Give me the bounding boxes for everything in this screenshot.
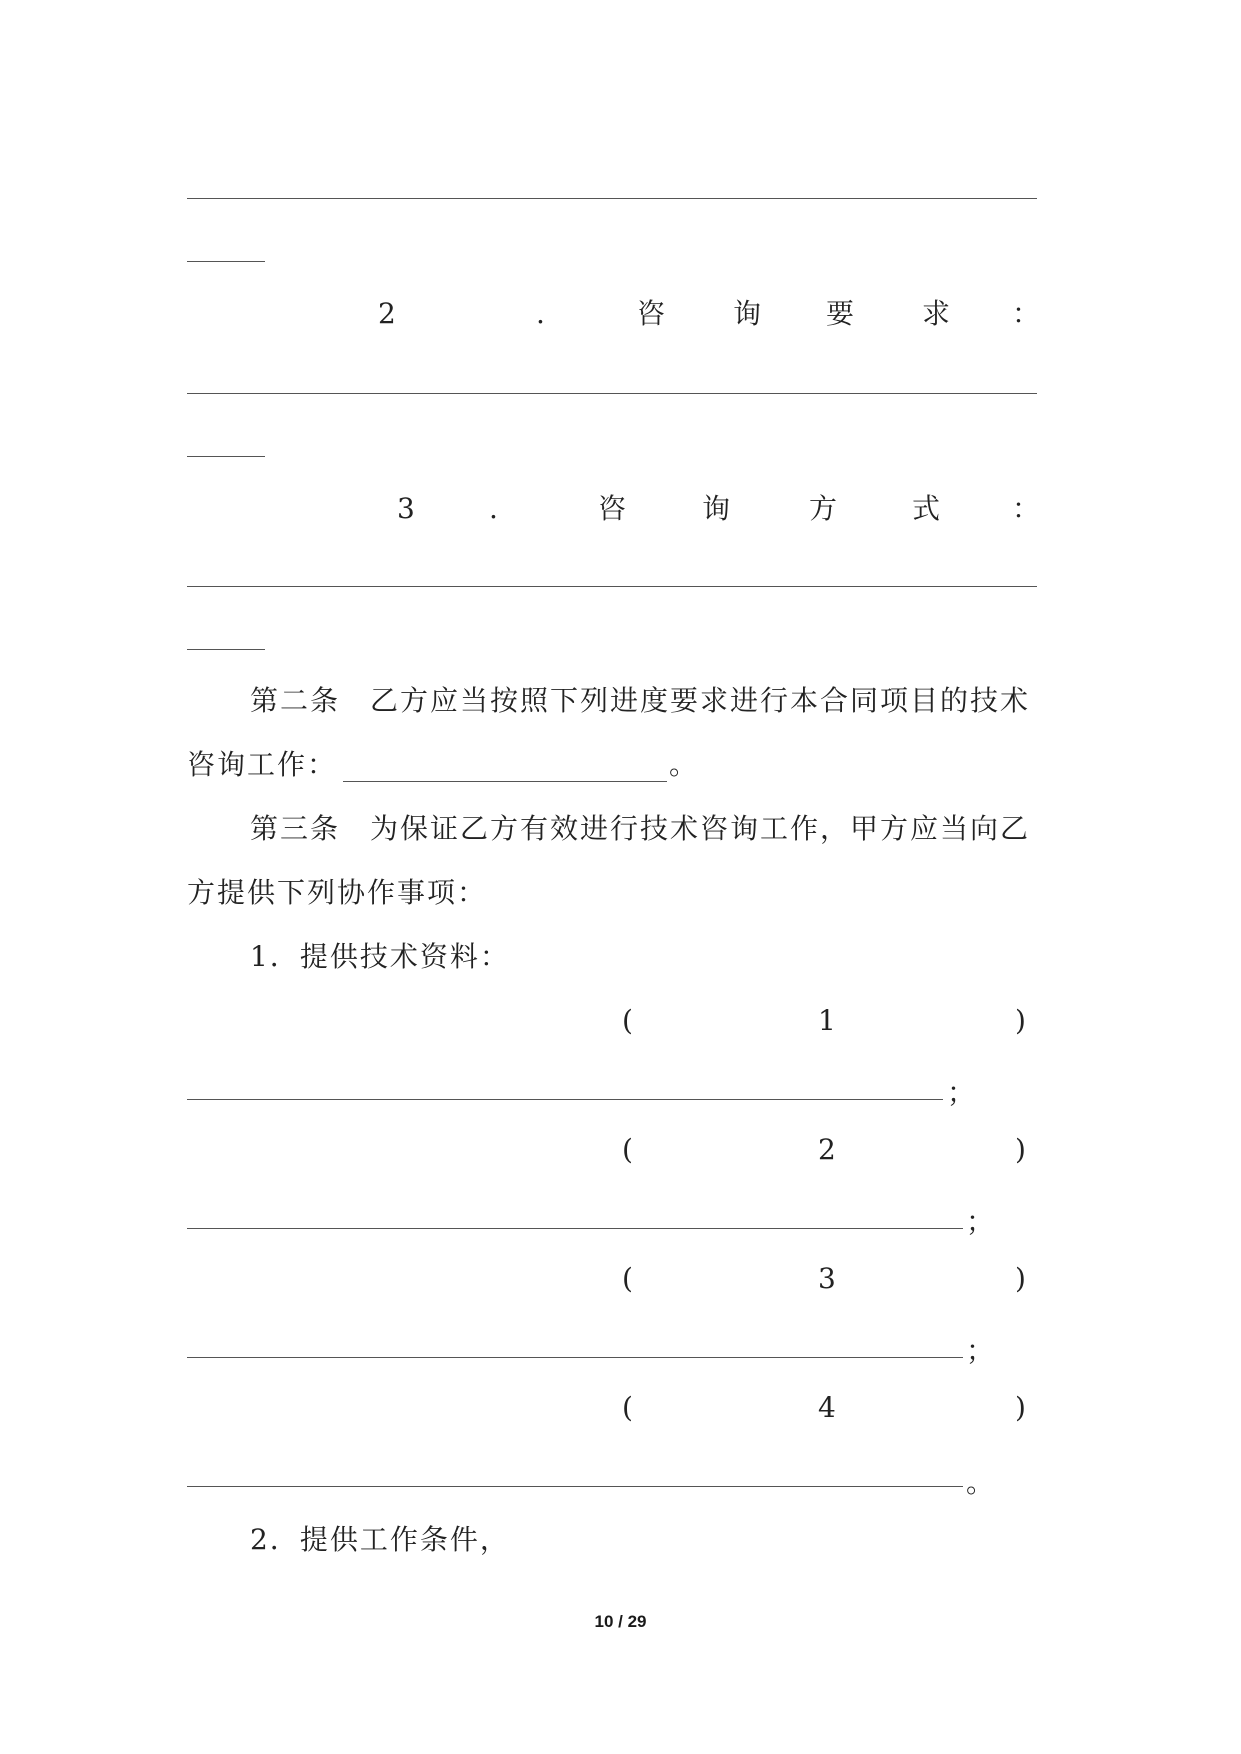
heading-item-3-char: 式 (912, 492, 941, 525)
fill-in-line-tail (187, 649, 265, 650)
sub-item-close-paren: ) (1015, 1262, 1026, 1295)
sub-item-number: 2 (818, 1133, 836, 1166)
fill-in-line-tail (187, 261, 265, 262)
article-2-line-2 (187, 748, 699, 782)
page-number: 10 / 29 (594, 1612, 647, 1631)
sub-item-open-paren: ( (622, 1262, 633, 1295)
sub-item-number: 4 (818, 1391, 836, 1424)
sub-item-close-paren: ) (1015, 1133, 1026, 1166)
sub-item-fill-line[interactable] (187, 1357, 963, 1358)
sub-item-fill-line[interactable] (187, 1486, 963, 1487)
article-2-suffix: 。 (669, 748, 700, 781)
sub-item-number: 1 (818, 1004, 836, 1037)
heading-item-3-dot: . (489, 492, 498, 525)
sub-item-open-paren: ( (622, 1004, 633, 1037)
heading-item-2-char: 询 (733, 297, 762, 330)
item-1-title: 1．提供技术资料： (250, 940, 510, 973)
heading-item-2-char: 要 (826, 297, 855, 330)
sub-item-close-paren: ) (1015, 1391, 1026, 1424)
sub-item-end-mark: ； (947, 1076, 976, 1109)
schedule-blank[interactable] (343, 757, 667, 782)
fill-in-line-tail (187, 456, 265, 457)
fill-in-line (187, 393, 1037, 394)
heading-item-2-num: 2 (378, 297, 396, 330)
heading-item-2-char: 咨 (637, 297, 666, 330)
sub-item-fill-line[interactable] (187, 1099, 943, 1100)
sub-item-open-paren: ( (622, 1133, 633, 1166)
item-2-title: 2．提供工作条件， (250, 1523, 510, 1556)
heading-item-2-char: 求 (922, 297, 951, 330)
sub-item-number: 3 (818, 1262, 836, 1295)
sub-item-end-mark: 。 (966, 1466, 995, 1499)
article-2-prefix: 咨询工作： (187, 748, 338, 781)
fill-in-line (187, 586, 1037, 587)
article-3-line-1: 第三条 为保证乙方有效进行技术咨询工作，甲方应当向乙 (250, 812, 1031, 845)
fill-in-line (187, 198, 1037, 199)
sub-item-fill-line[interactable] (187, 1228, 963, 1229)
heading-item-2-colon: ： (1012, 297, 1041, 330)
sub-item-end-mark: ； (966, 1334, 995, 1367)
heading-item-2-dot: . (536, 297, 545, 330)
sub-item-end-mark: ； (966, 1205, 995, 1238)
heading-item-3-num: 3 (397, 492, 415, 525)
heading-item-3-char: 询 (702, 492, 731, 525)
article-3-line-2: 方提供下列协作事项： (187, 876, 488, 909)
heading-item-3-char: 方 (809, 492, 838, 525)
heading-item-3-char: 咨 (598, 492, 627, 525)
sub-item-open-paren: ( (622, 1391, 633, 1424)
sub-item-close-paren: ) (1015, 1004, 1026, 1037)
heading-item-3-colon: ： (1012, 492, 1041, 525)
article-2-line-1: 第二条 乙方应当按照下列进度要求进行本合同项目的技术 (250, 684, 1031, 717)
